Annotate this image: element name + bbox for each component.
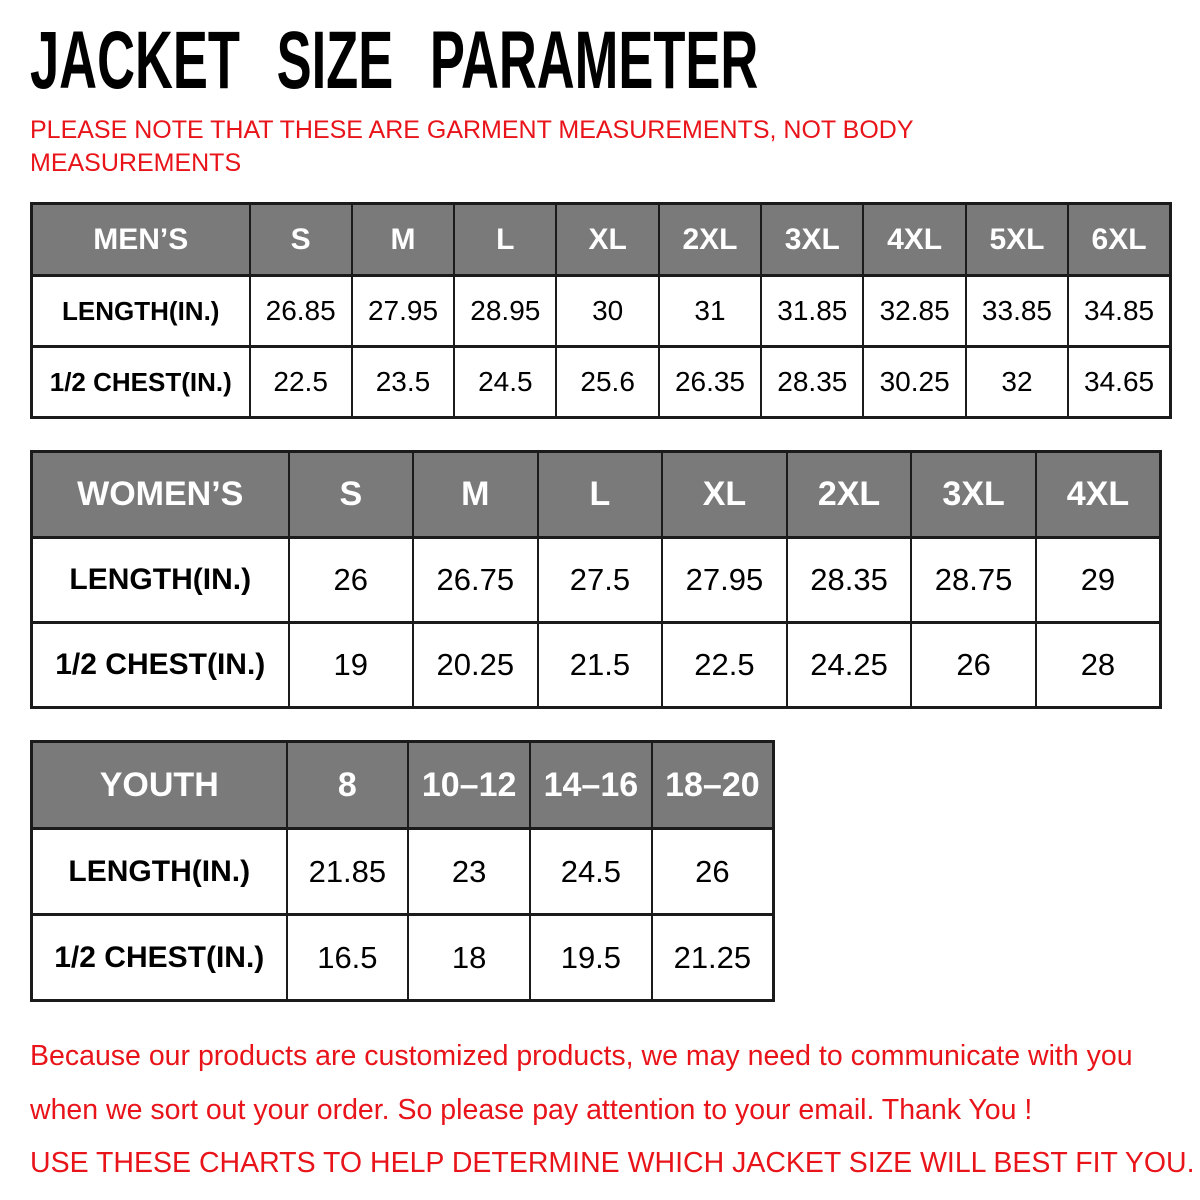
womens-chest-value: 28 xyxy=(1036,623,1161,708)
womens-size-header: M xyxy=(413,452,538,538)
womens-size-header: L xyxy=(538,452,663,538)
womens-size-header: 2XL xyxy=(787,452,912,538)
womens-size-header: XL xyxy=(662,452,787,538)
row-label-chest: 1/2 CHEST(IN.) xyxy=(32,623,289,708)
youth-chest-value: 18 xyxy=(408,915,530,1001)
womens-chest-value: 26 xyxy=(911,623,1036,708)
womens-size-header: S xyxy=(289,452,414,538)
youth-size-header: 18–20 xyxy=(652,742,774,829)
garment-measurements-note: PLEASE NOTE THAT THESE ARE GARMENT MEASUREMENTS, NOT BODY MEASUREMENTS xyxy=(30,116,914,177)
youth-group-header: YOUTH xyxy=(32,742,287,829)
mens-length-value: 30 xyxy=(556,276,658,347)
womens-length-value: 26.75 xyxy=(413,538,538,623)
womens-chest-value: 21.5 xyxy=(538,623,663,708)
youth-chest-value: 21.25 xyxy=(652,915,774,1001)
womens-chest-value: 22.5 xyxy=(662,623,787,708)
mens-size-header: 4XL xyxy=(863,204,965,276)
womens-length-value: 27.95 xyxy=(662,538,787,623)
mens-size-table xyxy=(30,202,1172,419)
youth-size-table xyxy=(30,740,775,1002)
mens-size-header: 6XL xyxy=(1068,204,1170,276)
mens-group-header: MEN’S xyxy=(32,204,250,276)
mens-length-value: 31 xyxy=(659,276,761,347)
womens-chest-value: 19 xyxy=(289,623,414,708)
mens-length-row xyxy=(32,276,1171,347)
youth-size-header: 8 xyxy=(287,742,409,829)
mens-size-header: 2XL xyxy=(659,204,761,276)
mens-chest-value: 32 xyxy=(966,347,1068,418)
mens-chest-value: 34.65 xyxy=(1068,347,1170,418)
mens-chest-value: 25.6 xyxy=(556,347,658,418)
womens-size-table xyxy=(30,450,1162,709)
row-label-length: LENGTH(IN.) xyxy=(32,829,287,915)
womens-length-value: 29 xyxy=(1036,538,1161,623)
mens-length-value: 32.85 xyxy=(863,276,965,347)
mens-length-value: 33.85 xyxy=(966,276,1068,347)
youth-length-value: 23 xyxy=(408,829,530,915)
customized-products-note-line1: Because our products are customized products, we may need to communicate with you xyxy=(30,1040,1133,1072)
womens-group-header: WOMEN’S xyxy=(32,452,289,538)
youth-size-header: 10–12 xyxy=(408,742,530,829)
youth-chest-value: 19.5 xyxy=(530,915,652,1001)
footer-notes xyxy=(30,1029,1195,1180)
mens-chest-value: 24.5 xyxy=(454,347,556,418)
mens-length-value: 26.85 xyxy=(250,276,352,347)
youth-chest-row xyxy=(32,915,774,1001)
youth-length-row xyxy=(32,829,774,915)
womens-size-header: 3XL xyxy=(911,452,1036,538)
mens-length-value: 28.95 xyxy=(454,276,556,347)
mens-size-header: 5XL xyxy=(966,204,1068,276)
youth-length-value: 26 xyxy=(652,829,774,915)
youth-size-header: 14–16 xyxy=(530,742,652,829)
womens-chest-row xyxy=(32,623,1161,708)
page-title: JACKET SIZE PARAMETER xyxy=(30,15,759,106)
womens-length-value: 28.35 xyxy=(787,538,912,623)
womens-size-header: 4XL xyxy=(1036,452,1161,538)
customized-products-note-line2: when we sort out your order. So please pay attention to your email. Thank You ! xyxy=(30,1094,1033,1126)
chart-usage-caption: USE THESE CHARTS TO HELP DETERMINE WHICH JACKET SIZE WILL BEST FIT YOU. xyxy=(30,1147,1195,1179)
mens-length-value: 34.85 xyxy=(1068,276,1170,347)
womens-chest-value: 24.25 xyxy=(787,623,912,708)
mens-chest-value: 26.35 xyxy=(659,347,761,418)
womens-header-row xyxy=(32,452,1161,538)
mens-chest-value: 30.25 xyxy=(863,347,965,418)
mens-size-header: 3XL xyxy=(761,204,863,276)
row-label-chest: 1/2 CHEST(IN.) xyxy=(32,347,250,418)
womens-length-value: 27.5 xyxy=(538,538,663,623)
mens-chest-row xyxy=(32,347,1171,418)
youth-length-value: 24.5 xyxy=(530,829,652,915)
mens-size-header: M xyxy=(352,204,454,276)
row-label-length: LENGTH(IN.) xyxy=(32,538,289,623)
mens-size-header: XL xyxy=(556,204,658,276)
womens-length-value: 26 xyxy=(289,538,414,623)
mens-size-header: L xyxy=(454,204,556,276)
mens-size-header: S xyxy=(250,204,352,276)
womens-length-row xyxy=(32,538,1161,623)
mens-length-value: 31.85 xyxy=(761,276,863,347)
youth-header-row xyxy=(32,742,774,829)
mens-chest-value: 23.5 xyxy=(352,347,454,418)
mens-chest-value: 28.35 xyxy=(761,347,863,418)
row-label-length: LENGTH(IN.) xyxy=(32,276,250,347)
youth-length-value: 21.85 xyxy=(287,829,409,915)
mens-chest-value: 22.5 xyxy=(250,347,352,418)
womens-length-value: 28.75 xyxy=(911,538,1036,623)
mens-length-value: 27.95 xyxy=(352,276,454,347)
youth-chest-value: 16.5 xyxy=(287,915,409,1001)
row-label-chest: 1/2 CHEST(IN.) xyxy=(32,915,287,1001)
mens-header-row xyxy=(32,204,1171,276)
womens-chest-value: 20.25 xyxy=(413,623,538,708)
